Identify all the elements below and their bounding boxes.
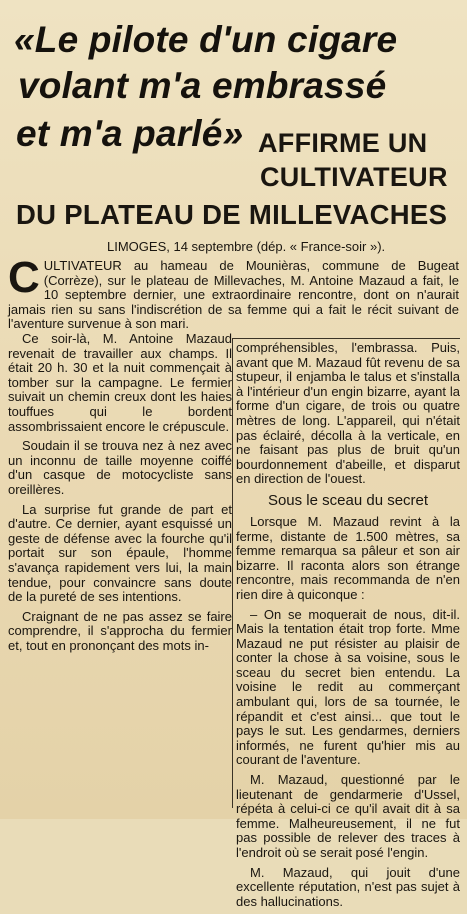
body-paragraph: M. Mazaud, questionné par le lieutenant de gendarmerie d'Ussel, répéta à celui-ci ce qu'il avait dit à sa femme. Malheureusement, il ne fut pas possible de relever des traces à l'endroit où se serait posé l'engin. bbox=[236, 772, 460, 860]
headline-line-2: volant m'a embrassé bbox=[18, 65, 387, 106]
continued-paragraph: compréhensibles, l'embrassa. Puis, avant que M. Mazaud fût revenu de sa stupeur, il enjamba le talus et s'installa à l'intérieur d'un engin bizarre, ayant la forme d'un cigare, de trois ou quatre mètres de long. L'appareil, qui n'était pas éclairé, décolla à la verticale, en ne faisant pas plus de bruit qu'un bourdonnement d'abeille, et disparut en direction de l'ouest. bbox=[236, 340, 460, 487]
headline-line-3: et m'a parlé» bbox=[16, 113, 244, 154]
column-top-rule bbox=[232, 338, 460, 339]
body-paragraph: M. Mazaud, qui jouit d'une excellente réputation, n'est pas sujet à des hallucinations. bbox=[236, 864, 460, 909]
section-subhead: Sous le sceau du secret bbox=[267, 491, 429, 509]
headline-line-1: «Le pilote d'un cigare bbox=[14, 19, 398, 60]
left-column bbox=[8, 332, 232, 658]
lead-text: ULTIVATEUR au hameau de Mounièras, commune de Bugeat (Corrèze), sur le plateau de Millevaches, M. Antoine Mazaud a fait, le 10 septembre dernier, une extraordinaire rencontre, dont on n'aurait jamais rien su sans l'indiscrétion de sa femme qui a fait le récit suivant de l'aventure survenue à son mari. bbox=[8, 258, 459, 332]
body-paragraph: – On se moquerait de nous, dit-il. Mais la tentation était trop forte. Mme Mazaud ne put résister au plaisir de conter la chose à sa voisine, sous le sceau du secret bien entendu. La voisine le redit au commerçant ambulant qui, lors de sa tournée, le répandit et c'est ainsi... que tout le pays le sut. Les gendarmes, derniers informés, ne furent qu'hier mis au courant de l'aventure. bbox=[236, 606, 460, 768]
body-paragraph: La surprise fut grande de part et d'autre. Ce dernier, ayant esquissé un geste de défense avec la fourche qu'il portait sur son épaule, l'homme s'avança rapidement vers lui, la main tendue, pour convaincre sans doute de la pureté de ses intentions. bbox=[8, 501, 232, 605]
subheadline-line-3: DU PLATEAU DE MILLEVACHES bbox=[16, 199, 448, 230]
body-paragraph: Soudain il se trouva nez à nez avec un inconnu de taille moyenne coiffé d'un casque de motocycliste sans oreillères. bbox=[8, 438, 232, 497]
dateline: LIMOGES, 14 septembre (dép. « France-soir »). bbox=[107, 239, 386, 254]
lead-paragraph bbox=[8, 253, 459, 332]
body-paragraph: Craignant de ne pas assez se faire comprendre, il s'approcha du fermier et, tout en prononçant des mots in- bbox=[8, 608, 232, 653]
subheadline-line-2: CULTIVATEUR bbox=[260, 162, 448, 192]
body-paragraph: Ce soir-là, M. Antoine Mazaud revenait de travailler aux champs. Il était 20 h. 30 et la nuit commençait à tomber sur la campagne. Le fermier suivait un chemin creux dont les haies touffues qui le bordent assombrissaient encore le crépuscule. bbox=[8, 331, 232, 434]
right-column bbox=[236, 341, 460, 914]
subheadline-line-1: AFFIRME UN bbox=[258, 128, 428, 158]
body-paragraph: Lorsque M. Mazaud revint à la ferme, distante de 1.500 mètres, sa femme remarqua sa pâleur et son air bizarre. Il raconta alors son étrange rencontre, mais recommanda de n'en rien dire à quiconque : bbox=[236, 513, 460, 602]
column-divider bbox=[232, 338, 233, 808]
drop-cap: C bbox=[8, 253, 40, 302]
